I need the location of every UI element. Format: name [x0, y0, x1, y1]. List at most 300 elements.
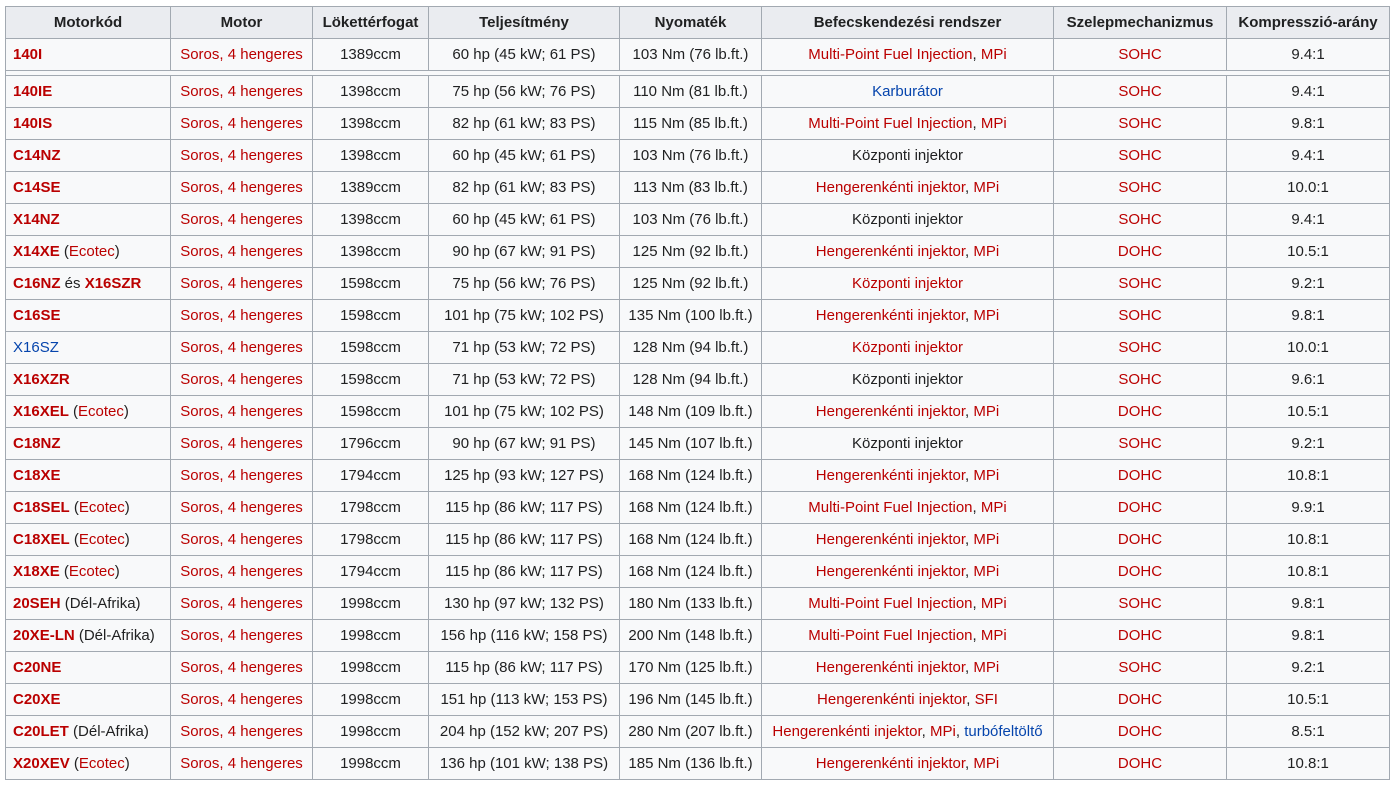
cell-link[interactable]: Hengerenkénti injektor: [815, 755, 966, 772]
valvetrain-cell-link[interactable]: SOHC: [1118, 659, 1162, 676]
cell-link[interactable]: Multi-Point Fuel Injection: [808, 115, 973, 132]
torque-cell: 115 Nm (85 lb.ft.): [620, 108, 762, 140]
cell-link[interactable]: X20XEV: [13, 755, 70, 772]
compression-cell: 10.8:1: [1227, 556, 1390, 588]
cell-link[interactable]: MPi: [930, 723, 956, 740]
displacement-cell: 1398ccm: [313, 76, 429, 108]
valvetrain-cell: [1054, 268, 1227, 300]
cell-link[interactable]: MPi: [980, 627, 1007, 644]
cell-link[interactable]: X16SZ: [13, 339, 59, 356]
cell-link[interactable]: Ecotec: [68, 563, 115, 580]
injection-cell: [762, 268, 1054, 300]
cell-text: ,: [921, 723, 931, 740]
valvetrain-cell: [1054, 588, 1227, 620]
cell-link[interactable]: 140IS: [13, 115, 53, 132]
engine-code-cell: [6, 172, 171, 204]
cell-link[interactable]: Központi injektor: [852, 339, 963, 356]
torque-cell: 148 Nm (109 lb.ft.): [620, 396, 762, 428]
engine-type-cell: [171, 556, 313, 588]
cell-text: (Dél-Afrika): [60, 595, 141, 612]
compression-cell: 9.6:1: [1227, 364, 1390, 396]
engine-code-cell: [6, 108, 171, 140]
table-header-row: [6, 7, 1390, 39]
torque-cell: 125 Nm (92 lb.ft.): [620, 236, 762, 268]
compression-cell: 10.8:1: [1227, 748, 1390, 780]
compression-cell: 9.8:1: [1227, 620, 1390, 652]
valvetrain-cell: [1054, 748, 1227, 780]
cell-link[interactable]: MPi: [973, 755, 1000, 772]
table-body: [6, 39, 1390, 780]
engine-code-cell: [6, 652, 171, 684]
torque-cell: 168 Nm (124 lb.ft.): [620, 524, 762, 556]
cell-link[interactable]: Ecotec: [78, 403, 124, 420]
power-cell: 90 hp (67 kW; 91 PS): [429, 428, 620, 460]
engine-type-cell: [171, 748, 313, 780]
valvetrain-cell-link[interactable]: SOHC: [1118, 211, 1162, 228]
cell-text: (: [69, 755, 79, 772]
engine-code-cell: [6, 556, 171, 588]
cell-link[interactable]: C18SEL: [13, 499, 70, 516]
engine-code-cell: [6, 204, 171, 236]
engine-type-cell-link[interactable]: Soros, 4 hengeres: [180, 755, 303, 772]
engine-type-cell-link[interactable]: Soros, 4 hengeres: [180, 115, 303, 132]
engine-type-cell: [171, 172, 313, 204]
displacement-cell: 1794ccm: [313, 460, 429, 492]
cell-text: (: [69, 499, 79, 516]
cell-link[interactable]: Ecotec: [68, 243, 115, 260]
cell-link[interactable]: MPi: [973, 563, 1000, 580]
cell-link[interactable]: 20SEH: [13, 595, 61, 612]
compression-cell: 9.2:1: [1227, 268, 1390, 300]
table-row: [6, 716, 1390, 748]
engine-type-cell: [171, 684, 313, 716]
engine-code-cell: [6, 588, 171, 620]
cell-text: ,: [965, 659, 974, 676]
cell-link[interactable]: X16XZR: [13, 371, 70, 388]
engine-code-cell: [6, 492, 171, 524]
valvetrain-cell: [1054, 332, 1227, 364]
cell-link[interactable]: MPi: [980, 499, 1007, 516]
torque-cell: 170 Nm (125 lb.ft.): [620, 652, 762, 684]
cell-link[interactable]: MPi: [973, 531, 1000, 548]
valvetrain-cell: [1054, 108, 1227, 140]
valvetrain-cell-link[interactable]: SOHC: [1118, 595, 1162, 612]
valvetrain-cell-link[interactable]: SOHC: [1118, 179, 1162, 196]
injection-cell: [762, 204, 1054, 236]
torque-cell: 128 Nm (94 lb.ft.): [620, 364, 762, 396]
cell-text: ): [114, 243, 120, 260]
displacement-cell: 1398ccm: [313, 140, 429, 172]
engine-code-cell: [6, 620, 171, 652]
column-header[interactable]: Lökettérfogat: [313, 7, 429, 39]
displacement-cell: 1389ccm: [313, 172, 429, 204]
valvetrain-cell: [1054, 556, 1227, 588]
engine-code-cell: [6, 684, 171, 716]
torque-cell: 168 Nm (124 lb.ft.): [620, 492, 762, 524]
engine-type-cell-link[interactable]: Soros, 4 hengeres: [180, 307, 303, 324]
engine-type-cell-link[interactable]: Soros, 4 hengeres: [180, 691, 303, 708]
displacement-cell: 1398ccm: [313, 204, 429, 236]
compression-cell: 10.0:1: [1227, 172, 1390, 204]
valvetrain-cell: [1054, 172, 1227, 204]
power-cell: 130 hp (97 kW; 132 PS): [429, 588, 620, 620]
cell-link[interactable]: Ecotec: [78, 755, 125, 772]
valvetrain-cell-link[interactable]: DOHC: [1117, 403, 1163, 420]
cell-link[interactable]: Hengerenkénti injektor: [815, 531, 966, 548]
cell-link[interactable]: C18XEL: [13, 531, 70, 548]
cell-link[interactable]: C16SE: [13, 307, 61, 324]
displacement-cell: 1796ccm: [313, 428, 429, 460]
injection-cell: [762, 492, 1054, 524]
cell-link[interactable]: C20XE: [13, 691, 61, 708]
cell-link[interactable]: 140IE: [13, 83, 53, 100]
injection-cell: [762, 620, 1054, 652]
cell-text: ,: [972, 595, 981, 612]
power-cell: 115 hp (86 kW; 117 PS): [429, 556, 620, 588]
power-cell: 60 hp (45 kW; 61 PS): [429, 140, 620, 172]
cell-link[interactable]: MPi: [980, 595, 1007, 612]
power-cell: 101 hp (75 kW; 102 PS): [429, 300, 620, 332]
torque-cell: 180 Nm (133 lb.ft.): [620, 588, 762, 620]
cell-text: ,: [965, 179, 974, 196]
engine-code-cell: [6, 428, 171, 460]
cell-link[interactable]: MPi: [973, 467, 1000, 484]
cell-text: ): [124, 531, 130, 548]
table-row: [6, 300, 1390, 332]
engine-type-cell-link[interactable]: Soros, 4 hengeres: [180, 275, 303, 292]
cell-link[interactable]: Hengerenkénti injektor: [815, 659, 966, 676]
cell-text: és: [60, 275, 85, 292]
injection-cell: [762, 524, 1054, 556]
torque-cell: 135 Nm (100 lb.ft.): [620, 300, 762, 332]
table-row: [6, 364, 1390, 396]
power-cell: 125 hp (93 kW; 127 PS): [429, 460, 620, 492]
engine-code-cell: [6, 396, 171, 428]
valvetrain-cell-link[interactable]: SOHC: [1118, 275, 1162, 292]
engine-type-cell-link[interactable]: Soros, 4 hengeres: [180, 339, 303, 356]
power-cell: 156 hp (116 kW; 158 PS): [429, 620, 620, 652]
cell-link[interactable]: X14NZ: [13, 211, 60, 228]
torque-cell: 185 Nm (136 lb.ft.): [620, 748, 762, 780]
column-header[interactable]: Nyomaték: [620, 7, 762, 39]
cell-link[interactable]: X14XE: [13, 243, 60, 260]
valvetrain-cell-link[interactable]: DOHC: [1117, 691, 1163, 708]
engine-code-cell: [6, 39, 171, 71]
cell-text: ,: [965, 403, 974, 420]
engine-type-cell: [171, 268, 313, 300]
cell-text: ,: [972, 627, 981, 644]
cell-link[interactable]: MPi: [973, 403, 1000, 420]
cell-text: (: [69, 531, 79, 548]
cell-link[interactable]: MPi: [980, 46, 1007, 63]
cell-link[interactable]: C14SE: [13, 179, 61, 196]
engine-code-cell: [6, 524, 171, 556]
power-cell: 115 hp (86 kW; 117 PS): [429, 524, 620, 556]
valvetrain-cell: [1054, 684, 1227, 716]
engine-type-cell: [171, 108, 313, 140]
valvetrain-cell: [1054, 76, 1227, 108]
cell-link[interactable]: MPi: [973, 243, 1000, 260]
injection-cell: [762, 556, 1054, 588]
engine-type-cell-link[interactable]: Soros, 4 hengeres: [180, 467, 303, 484]
column-header[interactable]: Kompresszió-arány: [1227, 7, 1390, 39]
injection-cell: [762, 588, 1054, 620]
injection-cell: [762, 76, 1054, 108]
table-row: [6, 620, 1390, 652]
engine-type-cell-link[interactable]: Soros, 4 hengeres: [180, 563, 303, 580]
engine-type-cell: [171, 492, 313, 524]
displacement-cell: 1598ccm: [313, 300, 429, 332]
valvetrain-cell-link[interactable]: DOHC: [1117, 627, 1163, 644]
cell-link[interactable]: MPi: [973, 179, 1000, 196]
engine-type-cell: [171, 204, 313, 236]
power-cell: 115 hp (86 kW; 117 PS): [429, 492, 620, 524]
valvetrain-cell: [1054, 236, 1227, 268]
valvetrain-cell-link[interactable]: DOHC: [1117, 243, 1163, 260]
cell-link[interactable]: Hengerenkénti injektor: [815, 179, 966, 196]
displacement-cell: 1598ccm: [313, 332, 429, 364]
compression-cell: 9.2:1: [1227, 652, 1390, 684]
injection-cell: [762, 652, 1054, 684]
cell-link[interactable]: Multi-Point Fuel Injection: [808, 627, 973, 644]
injection-cell: [762, 39, 1054, 71]
engine-code-cell: [6, 748, 171, 780]
displacement-cell: 1598ccm: [313, 396, 429, 428]
torque-cell: 113 Nm (83 lb.ft.): [620, 172, 762, 204]
power-cell: 60 hp (45 kW; 61 PS): [429, 39, 620, 71]
injection-cell: [762, 684, 1054, 716]
cell-link[interactable]: Ecotec: [78, 531, 125, 548]
compression-cell: 9.4:1: [1227, 39, 1390, 71]
power-cell: 204 hp (152 kW; 207 PS): [429, 716, 620, 748]
cell-link[interactable]: Multi-Point Fuel Injection: [808, 595, 973, 612]
power-cell: 151 hp (113 kW; 153 PS): [429, 684, 620, 716]
valvetrain-cell: [1054, 300, 1227, 332]
engine-type-cell-link[interactable]: Soros, 4 hengeres: [180, 435, 303, 452]
valvetrain-cell-link[interactable]: SOHC: [1118, 46, 1162, 63]
valvetrain-cell-link[interactable]: SOHC: [1118, 339, 1162, 356]
table-row: [6, 652, 1390, 684]
power-cell: 60 hp (45 kW; 61 PS): [429, 204, 620, 236]
cell-link[interactable]: X16SZR: [84, 275, 142, 292]
cell-link[interactable]: Hengerenkénti injektor: [772, 723, 922, 740]
cell-link[interactable]: X18XE: [13, 563, 60, 580]
engine-type-cell: [171, 300, 313, 332]
valvetrain-cell-link[interactable]: DOHC: [1117, 723, 1163, 740]
column-header[interactable]: Motorkód: [6, 7, 171, 39]
valvetrain-cell-link[interactable]: DOHC: [1117, 499, 1163, 516]
engine-type-cell-link[interactable]: Soros, 4 hengeres: [180, 243, 303, 260]
power-cell: 82 hp (61 kW; 83 PS): [429, 108, 620, 140]
table-row: [6, 204, 1390, 236]
torque-cell: 128 Nm (94 lb.ft.): [620, 332, 762, 364]
engine-type-cell: [171, 39, 313, 71]
valvetrain-cell-link[interactable]: SOHC: [1118, 83, 1162, 100]
table-row: [6, 140, 1390, 172]
engine-type-cell: [171, 364, 313, 396]
power-cell: 101 hp (75 kW; 102 PS): [429, 396, 620, 428]
table-row: [6, 268, 1390, 300]
valvetrain-cell: [1054, 396, 1227, 428]
valvetrain-cell-link[interactable]: SOHC: [1118, 371, 1162, 388]
compression-cell: 9.8:1: [1227, 300, 1390, 332]
valvetrain-cell-link[interactable]: SOHC: [1118, 435, 1162, 452]
injection-cell: [762, 300, 1054, 332]
cell-link[interactable]: C18NZ: [13, 435, 61, 452]
valvetrain-cell: [1054, 620, 1227, 652]
engine-type-cell-link[interactable]: Soros, 4 hengeres: [180, 595, 303, 612]
injection-cell: [762, 172, 1054, 204]
displacement-cell: 1598ccm: [313, 268, 429, 300]
displacement-cell: 1598ccm: [313, 364, 429, 396]
cell-link[interactable]: Hengerenkénti injektor: [815, 403, 966, 420]
valvetrain-cell-link[interactable]: DOHC: [1117, 531, 1163, 548]
engine-code-cell: [6, 716, 171, 748]
cell-link[interactable]: MPi: [973, 659, 1000, 676]
engine-code-cell: [6, 460, 171, 492]
engine-code-cell: [6, 76, 171, 108]
injection-cell: [762, 396, 1054, 428]
table-row: [6, 172, 1390, 204]
torque-cell: 168 Nm (124 lb.ft.): [620, 556, 762, 588]
engine-type-cell: [171, 428, 313, 460]
cell-text: ): [124, 499, 130, 516]
engine-type-cell: [171, 620, 313, 652]
cell-text: Központi injektor: [852, 371, 963, 388]
valvetrain-cell: [1054, 140, 1227, 172]
engine-type-cell-link[interactable]: Soros, 4 hengeres: [180, 46, 303, 63]
valvetrain-cell-link[interactable]: DOHC: [1117, 563, 1163, 580]
injection-cell: [762, 748, 1054, 780]
cell-link[interactable]: Multi-Point Fuel Injection: [808, 499, 973, 516]
displacement-cell: 1998ccm: [313, 620, 429, 652]
cell-link[interactable]: C16NZ: [13, 275, 61, 292]
cell-link[interactable]: C20LET: [13, 723, 69, 740]
column-header[interactable]: Befecskendezési rendszer: [762, 7, 1054, 39]
cell-link[interactable]: Hengerenkénti injektor: [817, 691, 967, 708]
cell-link[interactable]: turbófeltöltő: [964, 723, 1043, 740]
engine-type-cell: [171, 652, 313, 684]
cell-link[interactable]: Központi injektor: [852, 275, 963, 292]
valvetrain-cell: [1054, 492, 1227, 524]
cell-text: ): [123, 403, 129, 420]
engine-type-cell: [171, 524, 313, 556]
cell-link[interactable]: Hengerenkénti injektor: [815, 307, 966, 324]
cell-link[interactable]: 20XE-LN: [13, 627, 75, 644]
engine-type-cell-link[interactable]: Soros, 4 hengeres: [180, 83, 303, 100]
cell-link[interactable]: C18XE: [13, 467, 61, 484]
cell-link[interactable]: C20NE: [13, 659, 62, 676]
compression-cell: 8.5:1: [1227, 716, 1390, 748]
compression-cell: 10.8:1: [1227, 524, 1390, 556]
cell-link[interactable]: Karburátor: [872, 83, 943, 100]
cell-link[interactable]: Hengerenkénti injektor: [815, 243, 966, 260]
cell-text: ,: [972, 46, 981, 63]
displacement-cell: 1998ccm: [313, 684, 429, 716]
cell-link[interactable]: X16XEL: [13, 403, 69, 420]
cell-link[interactable]: C14NZ: [13, 147, 61, 164]
cell-link[interactable]: 140I: [13, 46, 43, 63]
cell-link[interactable]: Multi-Point Fuel Injection: [808, 46, 973, 63]
cell-text: ,: [965, 307, 974, 324]
displacement-cell: 1998ccm: [313, 716, 429, 748]
torque-cell: 168 Nm (124 lb.ft.): [620, 460, 762, 492]
cell-text: (Dél-Afrika): [74, 627, 155, 644]
torque-cell: 200 Nm (148 lb.ft.): [620, 620, 762, 652]
cell-link[interactable]: Hengerenkénti injektor: [815, 467, 966, 484]
cell-text: Központi injektor: [852, 435, 963, 452]
valvetrain-cell-link[interactable]: DOHC: [1117, 755, 1163, 772]
table-row: [6, 76, 1390, 108]
cell-text: ): [114, 563, 120, 580]
engine-type-cell-link[interactable]: Soros, 4 hengeres: [180, 531, 303, 548]
cell-link[interactable]: MPi: [980, 115, 1007, 132]
engine-type-cell-link[interactable]: Soros, 4 hengeres: [180, 723, 303, 740]
valvetrain-cell: [1054, 460, 1227, 492]
engine-type-cell-link[interactable]: Soros, 4 hengeres: [180, 499, 303, 516]
compression-cell: 9.4:1: [1227, 140, 1390, 172]
cell-text: ): [124, 755, 130, 772]
valvetrain-cell-link[interactable]: SOHC: [1118, 147, 1162, 164]
injection-cell: [762, 236, 1054, 268]
engine-type-cell-link[interactable]: Soros, 4 hengeres: [180, 659, 303, 676]
engine-type-cell-link[interactable]: Soros, 4 hengeres: [180, 371, 303, 388]
engine-type-cell-link[interactable]: Soros, 4 hengeres: [180, 627, 303, 644]
engine-type-cell: [171, 588, 313, 620]
table-row: [6, 748, 1390, 780]
torque-cell: 145 Nm (107 lb.ft.): [620, 428, 762, 460]
engine-type-cell: [171, 716, 313, 748]
engine-type-cell: [171, 460, 313, 492]
torque-cell: 103 Nm (76 lb.ft.): [620, 140, 762, 172]
power-cell: 75 hp (56 kW; 76 PS): [429, 268, 620, 300]
valvetrain-cell: [1054, 716, 1227, 748]
engine-type-cell-link[interactable]: Soros, 4 hengeres: [180, 179, 303, 196]
cell-text: (: [59, 563, 69, 580]
column-header[interactable]: Teljesítmény: [429, 7, 620, 39]
engine-type-cell-link[interactable]: Soros, 4 hengeres: [180, 211, 303, 228]
table-row: [6, 396, 1390, 428]
cell-text: (: [68, 403, 79, 420]
valvetrain-cell-link[interactable]: DOHC: [1117, 467, 1163, 484]
column-header[interactable]: Motor: [171, 7, 313, 39]
valvetrain-cell-link[interactable]: SOHC: [1118, 115, 1162, 132]
engine-type-cell-link[interactable]: Soros, 4 hengeres: [180, 403, 303, 420]
table-row: [6, 492, 1390, 524]
cell-text: ,: [965, 467, 974, 484]
compression-cell: 10.8:1: [1227, 460, 1390, 492]
cell-link[interactable]: Ecotec: [78, 499, 125, 516]
table-row: [6, 556, 1390, 588]
displacement-cell: 1794ccm: [313, 556, 429, 588]
engine-type-cell-link[interactable]: Soros, 4 hengeres: [180, 147, 303, 164]
cell-link[interactable]: MPi: [973, 307, 1000, 324]
compression-cell: 9.9:1: [1227, 492, 1390, 524]
cell-link[interactable]: Hengerenkénti injektor: [815, 563, 966, 580]
cell-link[interactable]: SFI: [974, 691, 998, 708]
engine-table: [5, 6, 1390, 780]
compression-cell: 9.4:1: [1227, 204, 1390, 236]
engine-type-cell: [171, 76, 313, 108]
engine-code-cell: [6, 332, 171, 364]
engine-type-cell: [171, 140, 313, 172]
column-header[interactable]: Szelepmechanizmus: [1054, 7, 1227, 39]
valvetrain-cell-link[interactable]: SOHC: [1118, 307, 1162, 324]
torque-cell: 196 Nm (145 lb.ft.): [620, 684, 762, 716]
table-row: [6, 684, 1390, 716]
displacement-cell: 1998ccm: [313, 588, 429, 620]
injection-cell: [762, 428, 1054, 460]
